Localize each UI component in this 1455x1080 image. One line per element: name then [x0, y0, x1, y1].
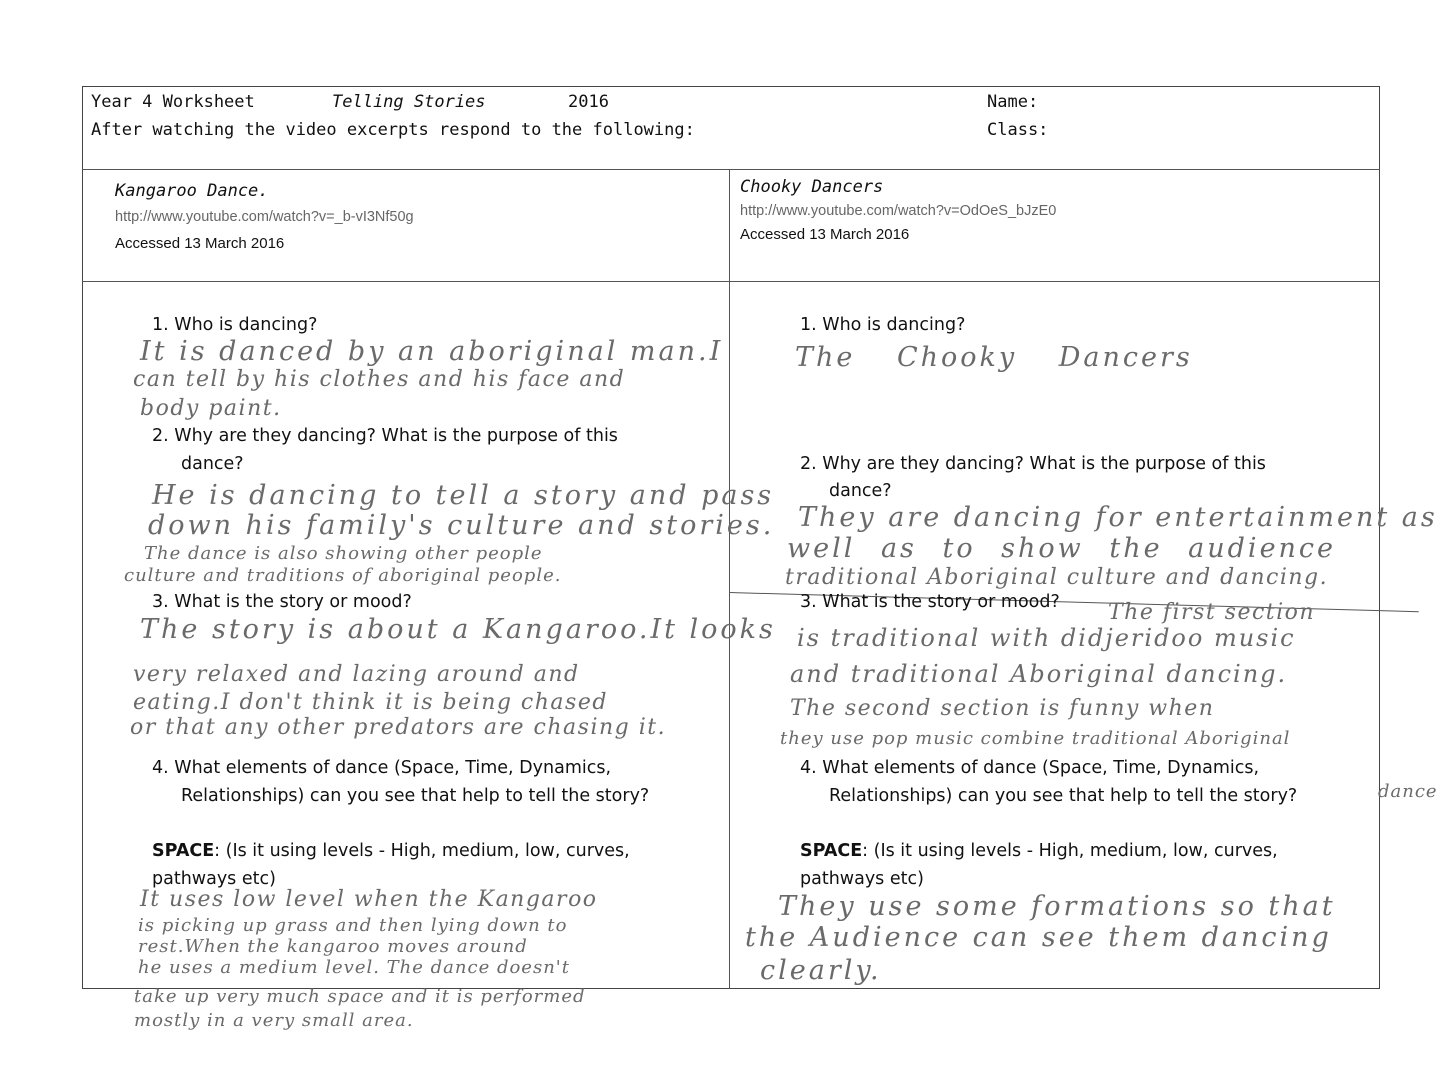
right-answer-4-line-1: They use some formations so that	[778, 891, 1336, 922]
left-space-question: : (Is it using levels - High, medium, low, curves,	[214, 841, 630, 861]
right-question-4-line-2: Relationships) can you see that help to tell the story?	[829, 786, 1298, 806]
right-answer-2-line-3: traditional Aboriginal culture and dancing.	[785, 565, 1329, 590]
left-video-url: http://www.youtube.com/watch?v=_b-vI3Nf50g	[115, 209, 414, 225]
name-label: Name:	[987, 92, 1039, 112]
left-answer-4-line-6: mostly in a very small area.	[134, 1010, 414, 1031]
left-space-prompt-line-2: pathways etc)	[152, 869, 276, 889]
right-space-label: SPACE	[800, 841, 863, 861]
right-answer-2-line-1: They are dancing for entertainment as	[798, 502, 1438, 533]
right-dance-title: Chooky Dancers	[740, 177, 884, 197]
right-video-url: http://www.youtube.com/watch?v=OdOeS_bJzE0	[740, 203, 1057, 219]
right-space-prompt	[800, 841, 1278, 861]
right-answer-3-line-5: they use pop music combine traditional Aboriginal	[780, 728, 1291, 749]
worksheet-year: 2016	[568, 92, 609, 112]
left-accessed-date: Accessed 13 March 2016	[115, 235, 285, 252]
left-answer-3-line-2: very relaxed and lazing around and	[133, 662, 580, 687]
left-space-prompt	[152, 841, 630, 861]
left-answer-2-line-4: culture and traditions of aboriginal people.	[124, 565, 562, 586]
left-question-2-line-1: 2. Why are they dancing? What is the purpose of this	[152, 426, 618, 446]
right-answer-4-line-2: the Audience can see them dancing	[745, 922, 1332, 953]
right-question-4-line-1: 4. What elements of dance (Space, Time, Dynamics,	[800, 758, 1260, 778]
class-label: Class:	[987, 120, 1049, 140]
right-question-1: 1. Who is dancing?	[800, 315, 966, 335]
left-answer-4-line-2: is picking up grass and then lying down to	[138, 915, 568, 936]
right-question-2-line-2: dance?	[829, 481, 892, 501]
left-answer-1-line-2: can tell by his clothes and his face and	[133, 367, 626, 392]
left-answer-3-line-1: The story is about a Kangaroo.It looks	[140, 614, 776, 645]
right-space-question: : (Is it using levels - High, medium, low, curves,	[862, 841, 1278, 861]
right-answer-3-line-6: dance	[1378, 781, 1438, 802]
left-answer-4-line-3: rest.When the kangaroo moves around	[138, 936, 528, 957]
header-divider	[82, 169, 1380, 170]
right-answer-3-line-3: and traditional Aboriginal dancing.	[790, 660, 1288, 688]
column-divider	[729, 169, 730, 989]
right-answer-3-line-1: The first section	[1108, 600, 1316, 625]
left-answer-4-line-5: take up very much space and it is performed	[134, 986, 586, 1007]
right-question-2-line-1: 2. Why are they dancing? What is the purpose of this	[800, 454, 1266, 474]
left-question-4-line-2: Relationships) can you see that help to tell the story?	[181, 786, 650, 806]
left-question-1: 1. Who is dancing?	[152, 315, 318, 335]
left-question-3: 3. What is the story or mood?	[152, 592, 412, 612]
left-answer-1-line-1: It is danced by an aboriginal man.I	[140, 336, 724, 367]
left-answer-3-line-3: eating.I don't think it is being chased	[133, 690, 608, 715]
left-space-label: SPACE	[152, 841, 215, 861]
right-answer-4-line-3: clearly.	[760, 955, 882, 986]
left-answer-2-line-1: He is dancing to tell a story and pass	[152, 480, 775, 511]
worksheet-instruction: After watching the video excerpts respond to the following:	[91, 120, 695, 140]
left-answer-1-line-3: body paint.	[140, 396, 282, 421]
left-question-2-line-2: dance?	[181, 454, 244, 474]
left-answer-2-line-2: down his family's culture and stories.	[148, 510, 775, 541]
left-answer-3-line-4: or that any other predators are chasing it.	[130, 715, 667, 740]
right-answer-1: The Chooky Dancers	[795, 342, 1193, 373]
right-question-3: 3. What is the story or mood?	[800, 592, 1060, 612]
right-answer-3-line-4: The second section is funny when	[790, 696, 1215, 721]
right-accessed-date: Accessed 13 March 2016	[740, 226, 910, 243]
worksheet-topic: Telling Stories	[332, 92, 486, 112]
left-answer-4-line-1: It uses low level when the Kangaroo	[140, 887, 598, 912]
right-answer-3-line-2: is traditional with didjeridoo music	[797, 624, 1296, 652]
left-answer-4-line-4: he uses a medium level. The dance doesn't	[138, 957, 570, 978]
left-dance-title: Kangaroo Dance.	[115, 181, 269, 201]
right-space-prompt-line-2: pathways etc)	[800, 869, 924, 889]
worksheet-level: Year 4 Worksheet	[91, 92, 255, 112]
source-divider	[82, 281, 1380, 282]
right-answer-2-line-2: well as to show the audience	[787, 533, 1337, 564]
left-answer-2-line-3: The dance is also showing other people	[144, 543, 543, 564]
left-question-4-line-1: 4. What elements of dance (Space, Time, Dynamics,	[152, 758, 612, 778]
